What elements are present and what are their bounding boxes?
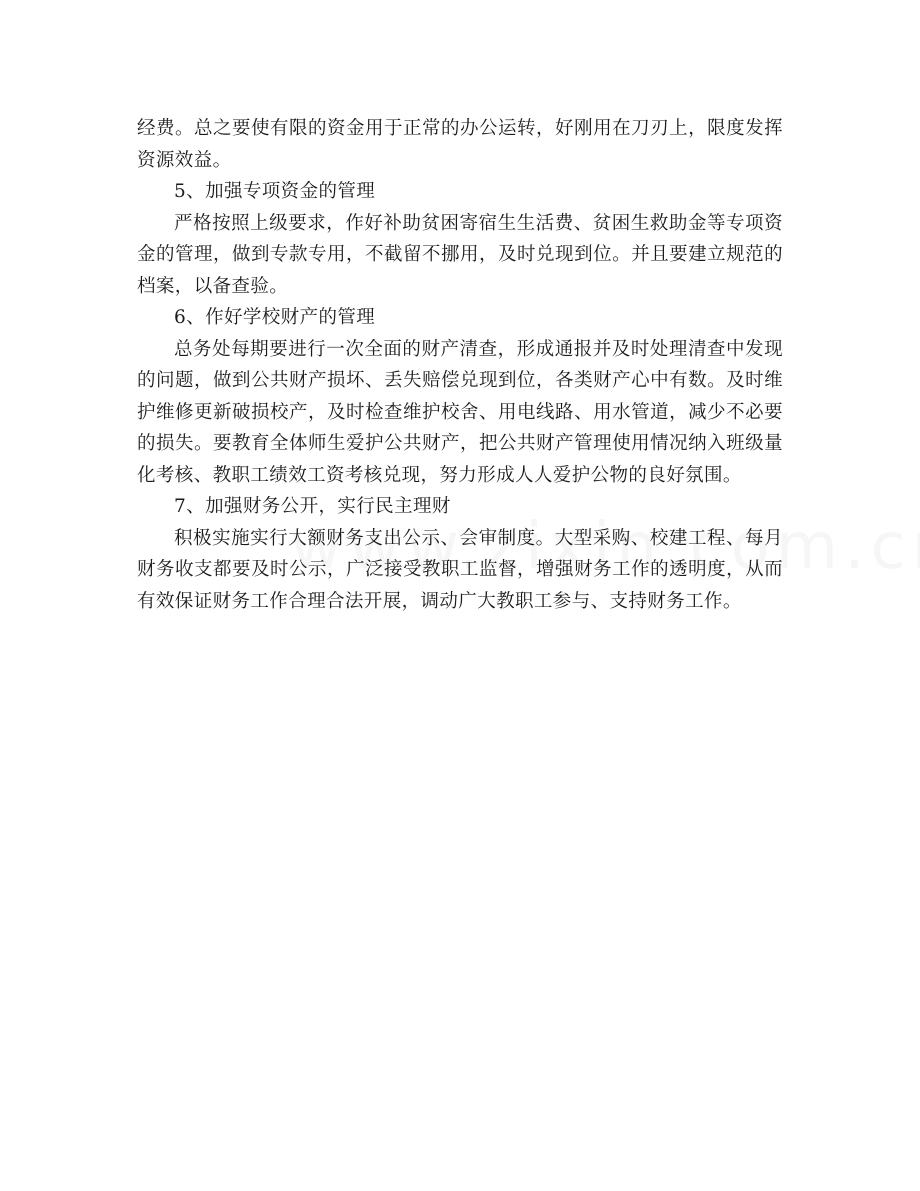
paragraph-special-funds: 严格按照上级要求，作好补助贫困寄宿生生活费、贫困生救助金等专项资金的管理，做到专款专用，不截留不挪用，及时兑现到位。并且要建立规范的档案，以备查验。: [137, 212, 783, 297]
section-heading-5: 5、加强专项资金的管理: [174, 181, 376, 202]
paragraph-continuation: 经费。总之要使有限的资金用于正常的办公运转，好刚用在刀刃上，限度发挥资源效益。: [137, 118, 783, 171]
paragraph-school-property: 总务处每期要进行一次全面的财产清查，形成通报并及时处理清查中发现的问题，做到公共财产损坏、丢失赔偿兑现到位，各类财产心中有数。及时维护维修更新破损校产，及时检查维护校舍、用电线路、用水管道，减少不必要的损失。要教育全体师生爱护公共财产，把公共财产管理使用情况纳入班级量化考核、教职工绩效工资考核兑现，努力形成人人爱护公物的良好氛围。: [137, 338, 783, 486]
paragraph-financial-disclosure: 积极实施实行大额财务支出公示、会审制度。大型采购、校建工程、每月财务收支都要及时公示，广泛接受教职工监督，增强财务工作的透明度，从而有效保证财务工作合理合法开展，调动广大教职工参与、支持财务工作。: [137, 527, 783, 612]
document-body: [137, 113, 783, 617]
section-heading-6: 6、作好学校财产的管理: [174, 307, 376, 328]
section-heading-7: 7、加强财务公开，实行民主理财: [174, 496, 451, 517]
